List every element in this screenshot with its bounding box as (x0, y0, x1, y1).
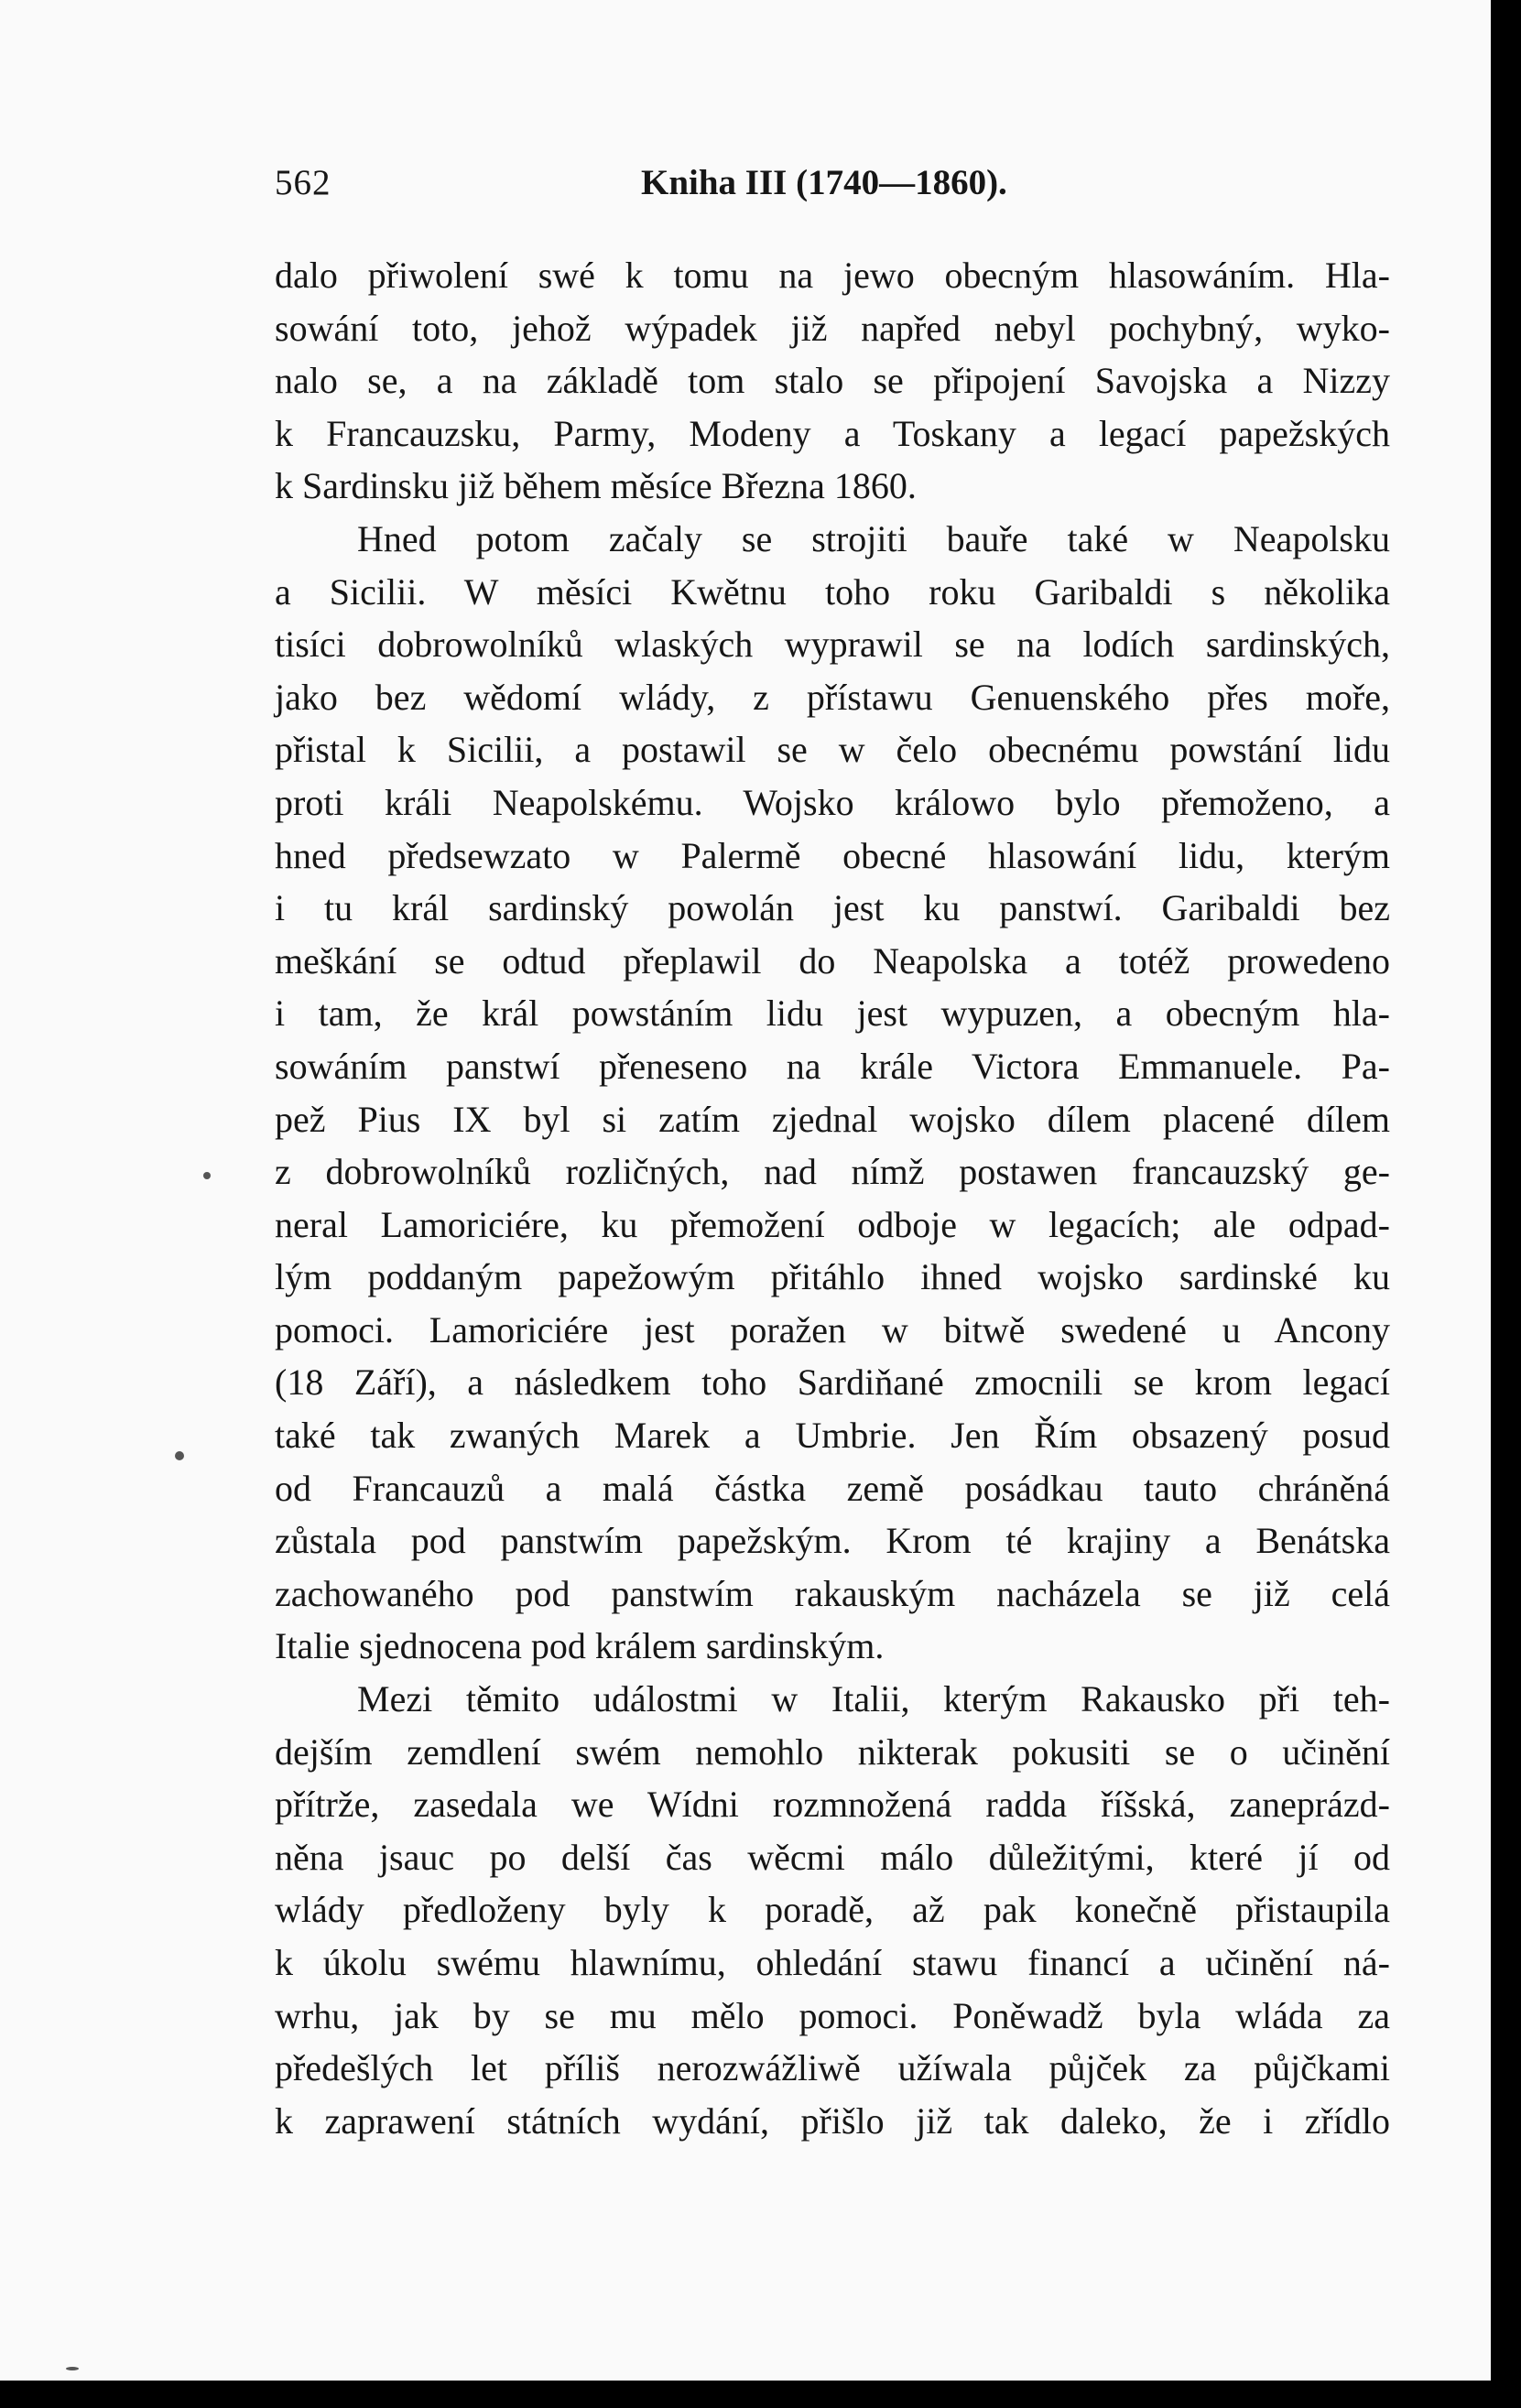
text-line: k zaprawení státních wydání, přišlo již tak daleko, že i zřídlo (275, 2099, 1390, 2142)
text-line: přistal k Sicilii, a postawil se w čelo obecnému powstání lidu (275, 729, 1390, 771)
scan-speck (66, 2367, 79, 2370)
text-line: (18 Září), a následkem toho Sardiňané zmocnili se krom legací (275, 1361, 1390, 1404)
text-line: od Francauzů a malá částka země posádkau tauto chráněná (275, 1467, 1390, 1509)
text-line: k úkolu swému hlawnímu, ohledání stawu financí a učinění ná- (275, 1942, 1390, 1983)
text-line: dejším zemdlení swém nemohlo nikterak pokusiti se o učinění (275, 1730, 1390, 1773)
paragraph (275, 249, 1390, 513)
text-line: Italie sjednocena pod králem sardinským. (275, 1625, 885, 1667)
text-line: z dobrowolníků rozličných, nad nímž postawen francauzský ge- (275, 1151, 1390, 1193)
text-line: wlády předloženy byly k poradě, až pak konečně přistaupila (275, 1889, 1390, 1931)
text-line: tisíci dobrowolníků wlaských wyprawil se na lodích sardinských, (275, 624, 1390, 666)
text-line: wrhu, jak by se mu mělo pomoci. Poněwadž byla wláda za (275, 1994, 1390, 2036)
text-line: i tu král sardinský powolán jest ku panstwí. Garibaldi bez (275, 887, 1390, 929)
text-line: i tam, že král powstáním lidu jest wypuzen, a obecným hla- (275, 992, 1390, 1035)
scan-border-bottom (0, 2381, 1521, 2408)
page-number: 562 (275, 163, 331, 202)
running-head (0, 160, 1491, 206)
text-line: nalo se, a na základě tom stalo se připojení Savojska a Nizzy (275, 360, 1390, 402)
text-line: hned předsewzato w Palermě obecné hlasowání lidu, kterým (275, 834, 1390, 876)
text-line: proti králi Neapolskému. Wojsko králowo bylo přemoženo, a (275, 781, 1390, 823)
scan-border-right (1491, 0, 1521, 2408)
text-line: k Francauzsku, Parmy, Modeny a Toskany a legací papežských (275, 412, 1390, 454)
text-line: něna jsauc po delší čas wěcmi málo důležitými, které jí od (275, 1836, 1390, 1878)
paragraph (275, 1673, 1390, 2147)
text-line: pež Pius IX byl si zatím zjednal wojsko dílem placené dílem (275, 1098, 1390, 1140)
text-line: meškání se odtud přeplawil do Neapolska a totéž prowedeno (275, 939, 1390, 982)
text-line: také tak zwaných Marek a Umbrie. Jen Řím obsazený posud (275, 1415, 1390, 1457)
text-line: předešlých let příliš nerozwážliwě užíwala půjček za půjčkami (275, 2047, 1390, 2089)
text-line: k Sardinsku již během měsíce Března 1860. (275, 465, 917, 507)
text-line: Hned potom začaly se strojiti bauře také w Neapolsku (357, 517, 1390, 559)
scan-speck (175, 1451, 184, 1460)
paragraph (275, 513, 1390, 1673)
text-line: zůstala pod panstwím papežským. Krom té krajiny a Benátska (275, 1520, 1390, 1562)
text-line: Mezi těmito událostmi w Italii, kterým Rakausko při teh- (357, 1678, 1390, 1720)
text-line: jako bez wědomí wlády, z přístawu Genuenského přes moře, (275, 676, 1390, 718)
body-text (275, 249, 1390, 2147)
text-line: zachowaného pod panstwím rakauským nacházela se již celá (275, 1572, 1390, 1614)
text-line: lým poddaným papežowým přitáhlo ihned wojsko sardinské ku (275, 1256, 1390, 1298)
text-line: sowání toto, jehož wýpadek již napřed nebyl pochybný, wyko- (275, 307, 1390, 349)
text-line: pomoci. Lamoriciére jest poražen w bitwě swedené u Ancony (275, 1308, 1390, 1350)
scan-speck (203, 1172, 211, 1179)
book-heading: Kniha III (1740—1860). (641, 163, 1007, 202)
text-line: a Sicilii. W měsíci Kwětnu toho roku Garibaldi s několika (275, 570, 1390, 613)
text-line: neral Lamoriciére, ku přemožení odboje w legacích; ale odpad- (275, 1203, 1390, 1245)
text-line: přítrže, zasedala we Wídni rozmnožená radda říšská, zaneprázd- (275, 1784, 1390, 1826)
text-line: dalo přiwolení swé k tomu na jewo obecným hlasowáním. Hla- (275, 255, 1390, 296)
text-line: sowáním panstwí přeneseno na krále Victora Emmanuele. Pa- (275, 1045, 1390, 1087)
